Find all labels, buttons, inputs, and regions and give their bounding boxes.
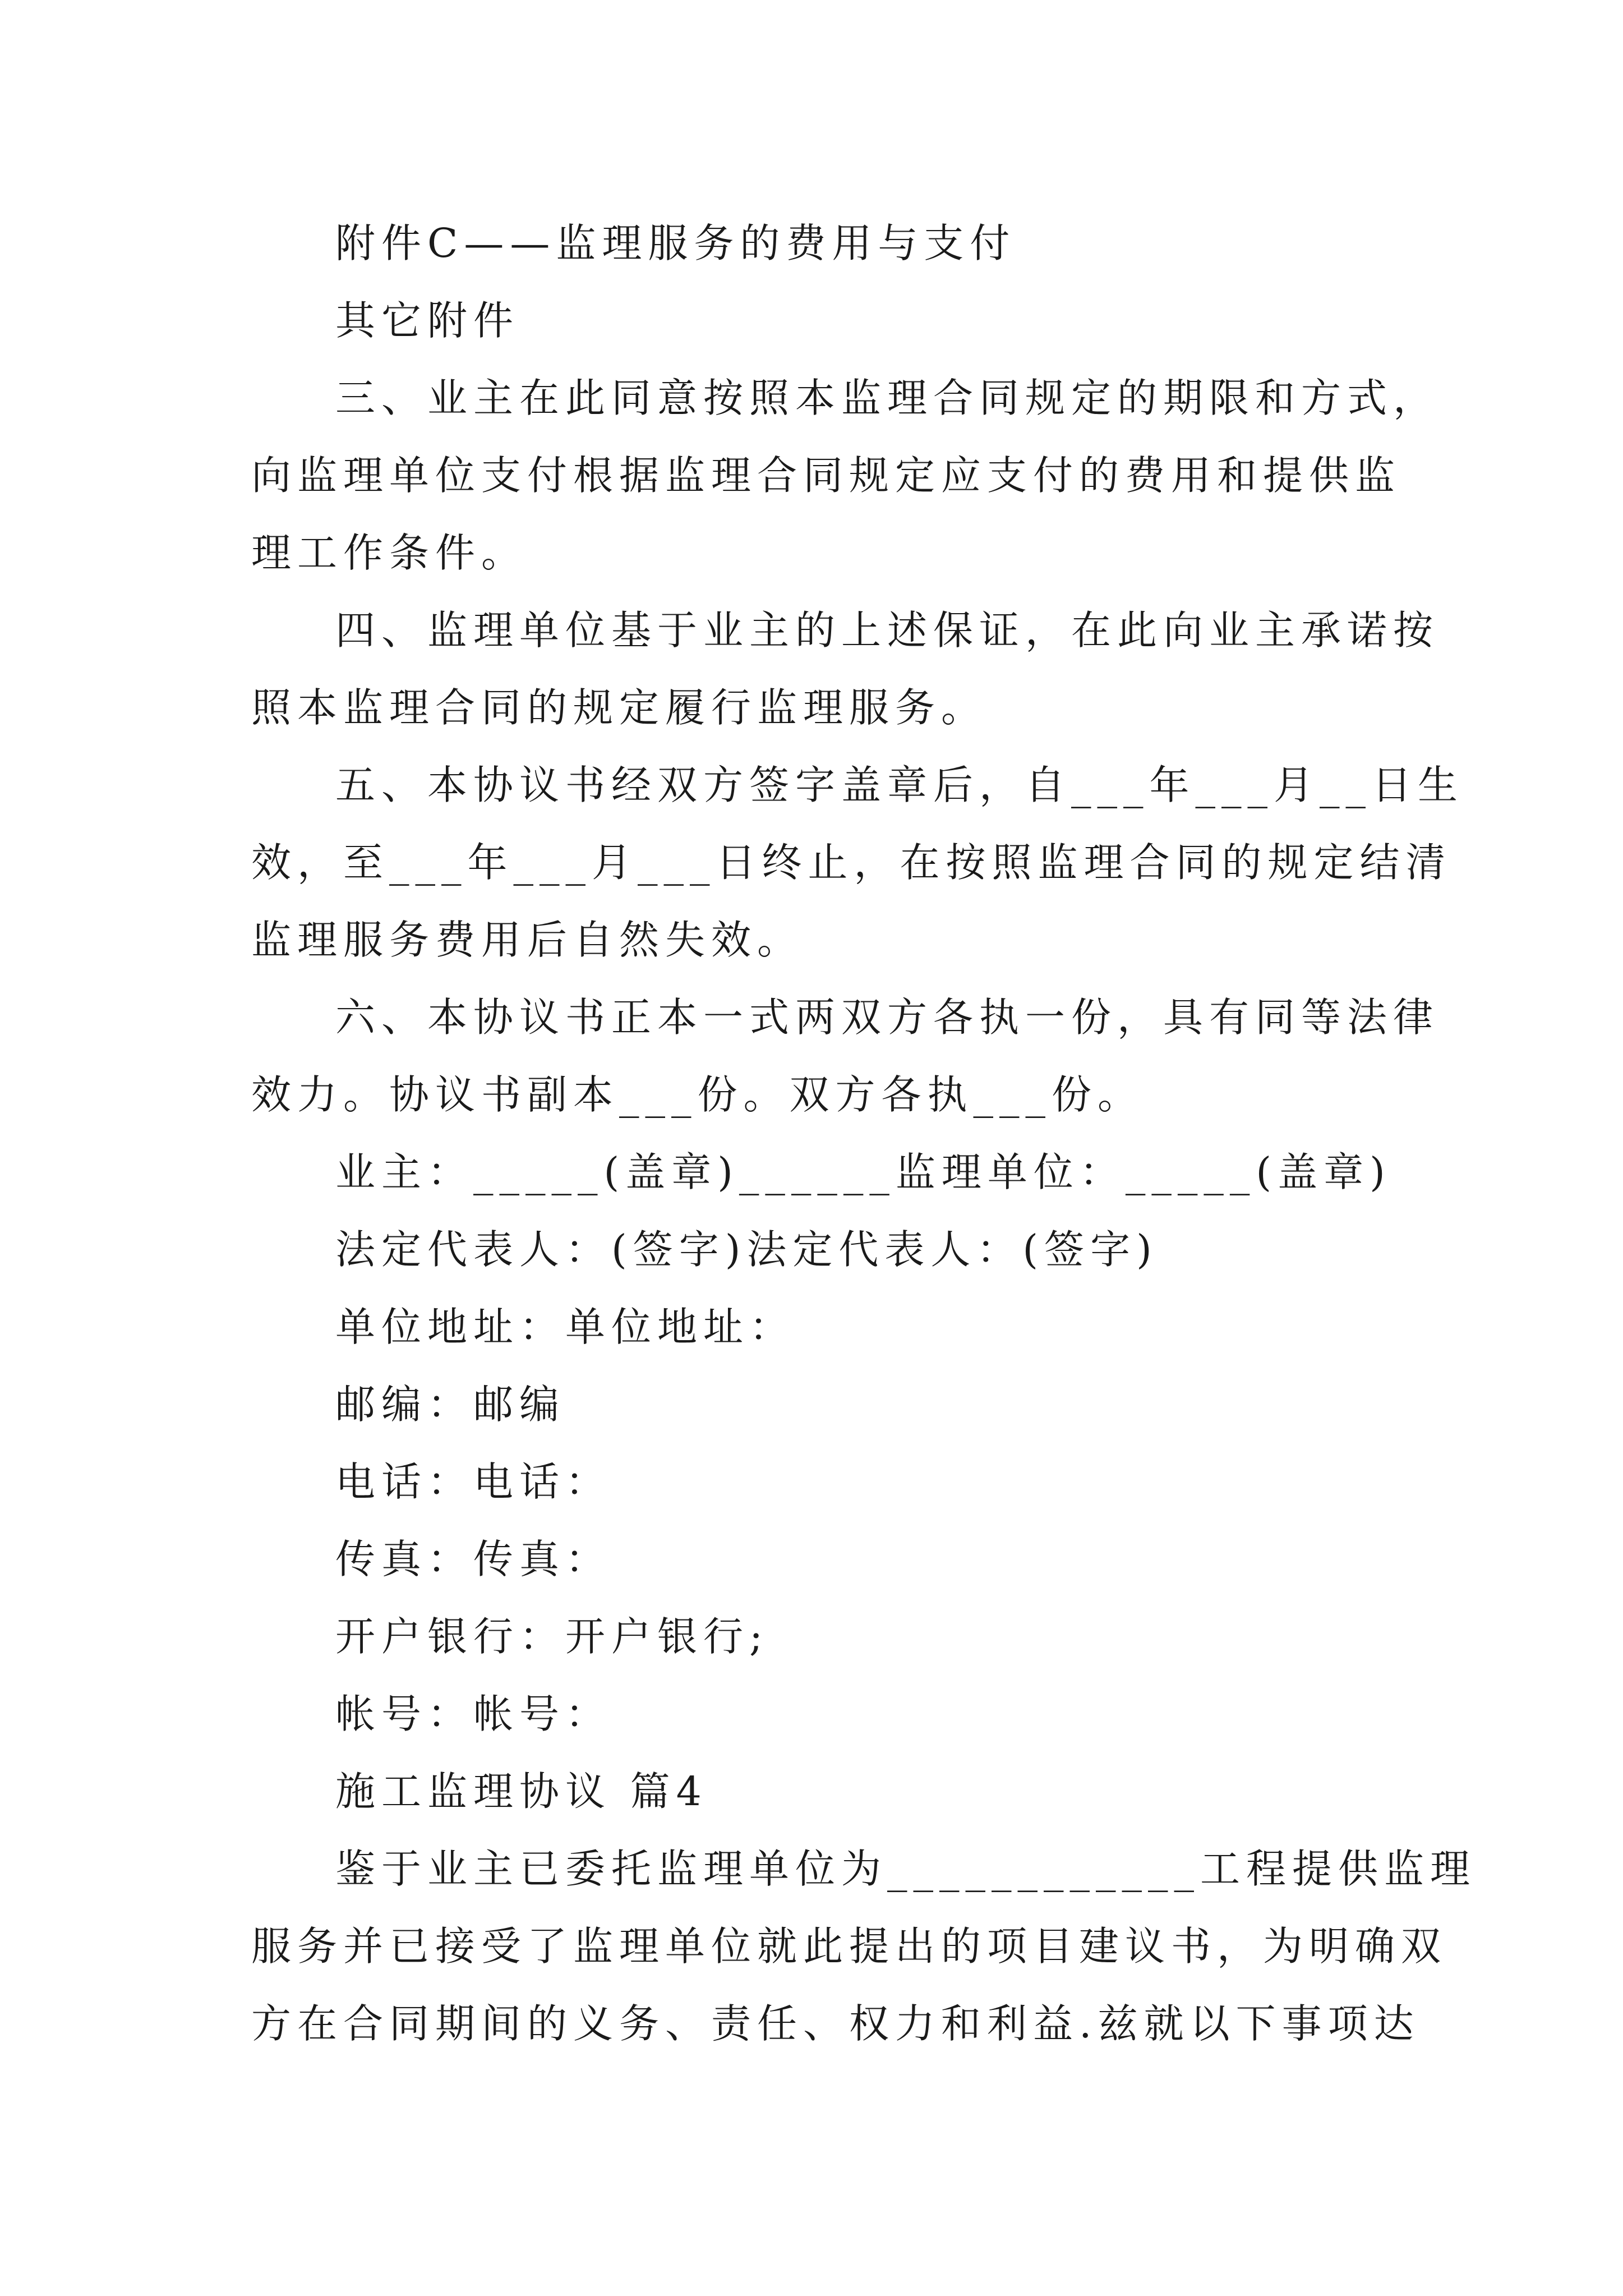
text-line: 向监理单位支付根据监理合同规定应支付的费用和提供监 [251, 452, 1401, 499]
text-line: 效力。协议书副本___份。双方各执___份。 [251, 1071, 1144, 1118]
text-line: 三、业主在此同意按照本监理合同规定的期限和方式， [335, 375, 1440, 421]
text-line: 照本监理合同的规定履行监理服务。 [251, 684, 988, 731]
text-line: 其它附件 [335, 297, 520, 344]
text-line: 传真：传真： [335, 1536, 612, 1582]
text-line: 邮编：邮编 [335, 1381, 566, 1428]
text-line: 开户银行：开户银行; [335, 1613, 769, 1660]
text-line: 附件C——监理服务的费用与支付 [335, 220, 1016, 266]
text-line: 五、本协议书经双方签字盖章后，自___年___月__日生 [335, 762, 1464, 808]
text-line: 六、本协议书正本一式两双方各执一份，具有同等法律 [335, 994, 1440, 1041]
text-line: 鉴于业主已委托监理单位为____________工程提供监理 [335, 1846, 1477, 1892]
text-line: 单位地址：单位地址： [335, 1304, 796, 1350]
text-line: 电话：电话： [335, 1458, 612, 1505]
document-body [251, 205, 1477, 2063]
text-line: 帐号：帐号： [335, 1691, 612, 1737]
text-line: 监理服务费用后自然失效。 [251, 917, 804, 963]
text-line: 业主：_____(盖章)______监理单位：_____(盖章) [335, 1149, 1391, 1195]
text-line: 法定代表人：(签字)法定代表人：(签字) [335, 1226, 1158, 1273]
text-line: 效，至___年___月___日终止，在按照监理合同的规定结清 [251, 839, 1452, 886]
text-line: 方在合同期间的义务、责任、权力和利益.兹就以下事项达 [251, 2000, 1420, 2047]
text-line: 服务并已接受了监理单位就此提出的项目建议书，为明确双 [251, 1923, 1447, 1970]
text-line: 四、监理单位基于业主的上述保证，在此向业主承诺按 [335, 607, 1440, 654]
section-heading: 施工监理协议 篇4 [335, 1768, 708, 1815]
text-line: 理工作条件。 [251, 530, 528, 576]
